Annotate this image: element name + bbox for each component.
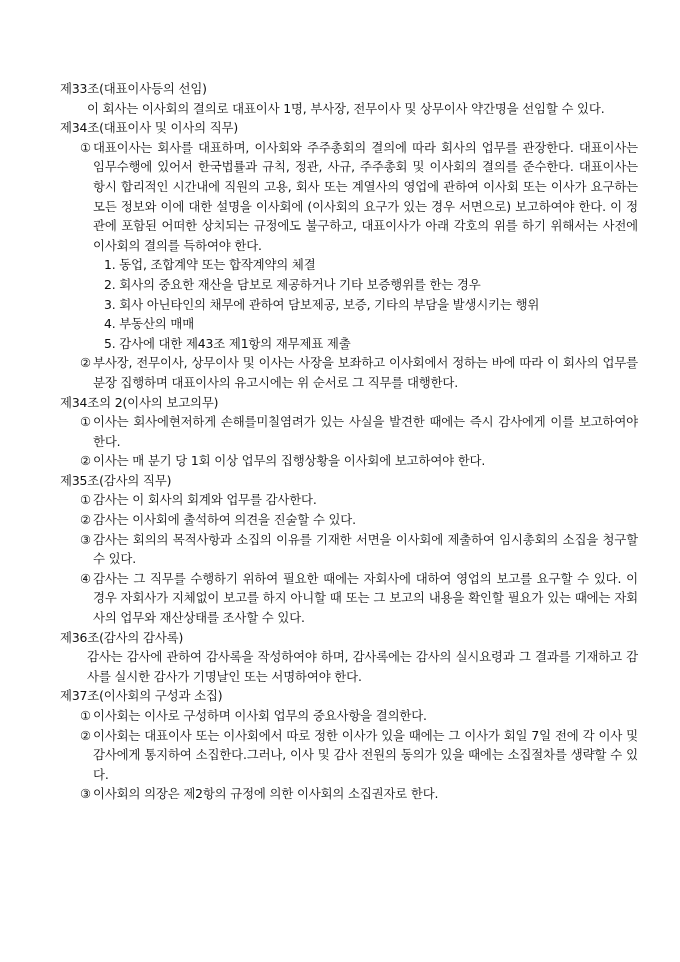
article-35	[60, 471, 638, 628]
item-marker: ①	[80, 708, 91, 723]
item-text: 감사는 회의의 목적사항과 소집의 이유를 기재한 서면을 이사회에 제출하여 임시총회의 소집을 청구할 수 있다.	[93, 531, 638, 567]
article-paragraph: 감사는 감사에 관하여 감사록을 작성하여야 하며, 감사록에는 감사의 실시요령과 그 결과를 기재하고 감사를 실시한 감사가 기명날인 또는 서명하여야 한다.	[87, 649, 638, 684]
item-text: 감사는 그 직무를 수행하기 위하여 필요한 때에는 자회사에 대하여 영업의 보고를 요구할 수 있다. 이 경우 자회사가 지체없이 보고를 하지 아니할 때 또는 그 보고의 내용을 확인할 필요가 있는 때에는 자회사의 업무와 재산상태를 조사할 수 있다.	[93, 570, 638, 626]
article-subitem: 5. 감사에 대한 제43조 제1항의 재무제표 제출	[104, 335, 351, 351]
article-heading: 제35조(감사의 직무)	[60, 472, 172, 488]
article-item	[60, 726, 638, 785]
article-item	[60, 490, 638, 510]
item-text: 감사는 이사회에 출석하여 의견을 진술할 수 있다.	[93, 512, 356, 528]
item-marker: ②	[80, 727, 91, 743]
article-subitem: 3. 회사 아닌타인의 채무에 관하여 담보제공, 보증, 기타의 부담을 발생시키는 행위	[104, 296, 540, 312]
item-marker: ③	[80, 786, 91, 802]
articles-of-incorporation-text	[60, 79, 638, 804]
article-item	[60, 706, 638, 726]
article-subitem: 1. 동업, 조합계약 또는 합작계약의 체결	[104, 257, 316, 273]
article-33	[60, 79, 638, 118]
article-subitem: 4. 부동산의 매매	[104, 316, 195, 332]
item-marker: ②	[80, 453, 91, 469]
article-heading: 제33조(대표이사등의 선임)	[60, 81, 207, 96]
article-34	[60, 118, 638, 392]
item-marker: ①	[80, 139, 91, 155]
item-marker: ④	[80, 570, 91, 586]
article-34-2	[60, 393, 638, 471]
article-37	[60, 686, 638, 804]
article-item	[60, 412, 638, 451]
article-36	[60, 628, 638, 687]
article-paragraph: 이 회사는 이사회의 결의로 대표이사 1명, 부사장, 전무이사 및 상무이사 약간명을 선임할 수 있다.	[87, 100, 605, 116]
item-marker: ①	[80, 414, 91, 430]
item-text: 대표이사는 회사를 대표하며, 이사회와 주주총회의 결의에 따라 회사의 업무를 관장한다. 대표이사는 임무수행에 있어서 한국법률과 규칙, 정관, 사규, 주주총회 및 이사회의 결의를 준수한다. 대표이사는 항시 합리적인 시간내에 직원의 고용, 회사 또는 계열사의 영업에 관하여 이사회 또는 이사가 요구하는 모든 정보와 이에 대한 설명을 이사회에 (이사회의 요구가 있는 경우 서면으로) 보고하여야 한다. 이 정관에 포함된 어떠한 상치되는 규정에도 불구하고, 대표이사가 아래 각호의 위를 하기 위해서는 사전에 이사회의 결의를 득하여야 한다.	[93, 139, 638, 253]
item-text: 이사회는 이사로 구성하며 이사회 업무의 중요사항을 결의한다.	[93, 708, 427, 723]
article-subitem: 2. 회사의 중요한 재산을 담보로 제공하거나 기타 보증행위를 한는 경우	[104, 276, 481, 292]
item-text: 이사는 회사에현저하게 손해를미칠염려가 있는 사실을 발견한 때에는 즉시 감사에게 이를 보고하여야 한다.	[93, 414, 638, 449]
article-item	[60, 510, 638, 530]
item-text: 이사회는 대표이사 또는 이사회에서 따로 정한 이사가 있을 때에는 그 이사가 회일 7일 전에 각 이사 및 감사에게 통지하여 소집한다.그러나, 이사 및 감사 전원의 동의가 있을 때에는 소집절차를 생략할 수 있다.	[93, 727, 638, 782]
item-text: 이사는 매 분기 당 1회 이상 업무의 집행상황을 이사회에 보고하여야 한다.	[93, 453, 486, 469]
article-item	[60, 530, 638, 569]
article-item	[60, 569, 638, 628]
item-marker: ③	[80, 531, 91, 547]
item-text: 감사는 이 회사의 회계와 업무를 감사한다.	[93, 492, 317, 508]
item-text: 부사장, 전무이사, 상무이사 및 이사는 사장을 보좌하고 이사회에서 정하는 바에 따라 이 회사의 업무를 분장 집행하며 대표이사의 유고시에는 위 순서로 그 직무를 대행한다.	[93, 355, 638, 390]
article-heading: 제34조(대표이사 및 이사의 직무)	[60, 120, 239, 136]
article-item	[60, 138, 638, 256]
item-marker: ①	[80, 492, 91, 508]
article-item	[60, 784, 638, 804]
article-heading: 제36조(감사의 감사록)	[60, 629, 184, 645]
article-item	[60, 353, 638, 392]
item-text: 이사회의 의장은 제2항의 규정에 의한 이사회의 소집권자로 한다.	[93, 786, 439, 802]
article-item	[60, 451, 638, 471]
article-heading: 제34조의 2(이사의 보고의무)	[60, 394, 219, 410]
item-marker: ②	[80, 512, 91, 528]
item-marker: ②	[80, 355, 91, 371]
article-heading: 제37조(이사회의 구성과 소집)	[60, 688, 223, 704]
